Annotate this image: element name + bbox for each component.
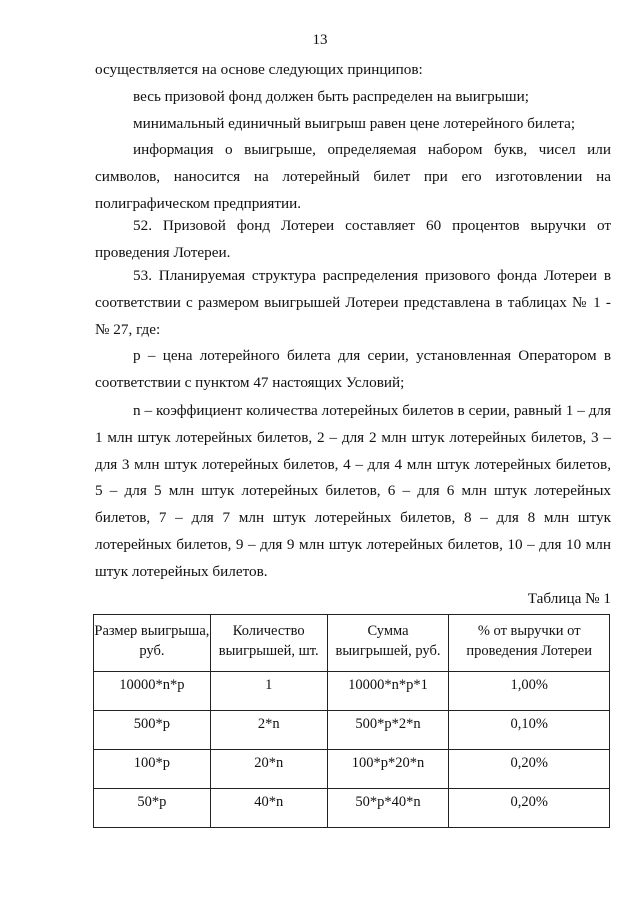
cell-prize-size: 50*p [94,789,211,828]
paragraph-principle-1: весь призовой фонд должен быть распределен на выигрыши; [133,88,529,105]
table-row [94,711,610,750]
cell-prize-count: 2*n [210,711,327,750]
cell-prize-sum: 10000*n*p*1 [327,672,449,711]
paragraph-principle-3: информация о выигрыше, определяемая набором букв, чисел или символов, наносится на лотерейный билет при его изготовлении на полиграфическом предприятии. [95,141,611,212]
header-prize-count: Количество выигрышей, шт. [210,615,327,672]
header-prize-sum: Сумма выигрышей, руб. [327,615,449,672]
paragraph-p-definition: p – цена лотерейного билета для серии, установленная Оператором в соответствии с пунктом 47 настоящих Условий; [95,347,611,391]
cell-revenue-percent: 0,20% [449,750,610,789]
paragraph-principles-intro: осуществляется на основе следующих принципов: [95,61,423,78]
cell-prize-size: 10000*n*p [94,672,211,711]
cell-revenue-percent: 0,10% [449,711,610,750]
paragraph-principle-2: минимальный единичный выигрыш равен цене лотерейного билета; [133,115,576,132]
paragraph-53: 53. Планируемая структура распределения призового фонда Лотереи в соответствии с размером выигрышей Лотереи представлена в таблицах № 1 - № 27, где: [95,267,611,338]
cell-revenue-percent: 1,00% [449,672,610,711]
cell-prize-sum: 500*p*2*n [327,711,449,750]
cell-revenue-percent: 0,20% [449,789,610,828]
table-row [94,789,610,828]
cell-prize-size: 100*p [94,750,211,789]
table-row [94,672,610,711]
cell-prize-count: 40*n [210,789,327,828]
cell-prize-size: 500*p [94,711,211,750]
table-header-row [94,615,610,672]
cell-prize-sum: 100*p*20*n [327,750,449,789]
header-prize-size: Размер выигрыша, руб. [94,615,211,672]
header-revenue-percent: % от выручки от проведения Лотереи [449,615,610,672]
cell-prize-count: 1 [210,672,327,711]
table-caption: Таблица № 1 [527,590,611,607]
page-number: 13 [312,32,328,48]
cell-prize-count: 20*n [210,750,327,789]
cell-prize-sum: 50*p*40*n [327,789,449,828]
paragraph-n-definition: n – коэффициент количества лотерейных билетов в серии, равный 1 – для 1 млн штук лотерейных билетов, 2 – для 2 млн штук лотерейных билетов, 3 – для 3 млн штук лотерейных билетов, 4 – для 4 млн штук лотерейных билетов, 5 – для 5 млн штук лотерейных билетов, 6 – для 6 млн штук лотерейных билетов, 7 – для 7 млн штук лотерейных билетов, 8 – для 8 млн штук лотерейных билетов, 9 – для 9 млн штук лотерейных билетов, 10 – для 10 млн штук лотерейных билетов. [95,402,611,580]
table-row [94,750,610,789]
prize-distribution-table [93,614,610,828]
paragraph-52: 52. Призовой фонд Лотереи составляет 60 процентов выручки от проведения Лотереи. [95,217,611,261]
